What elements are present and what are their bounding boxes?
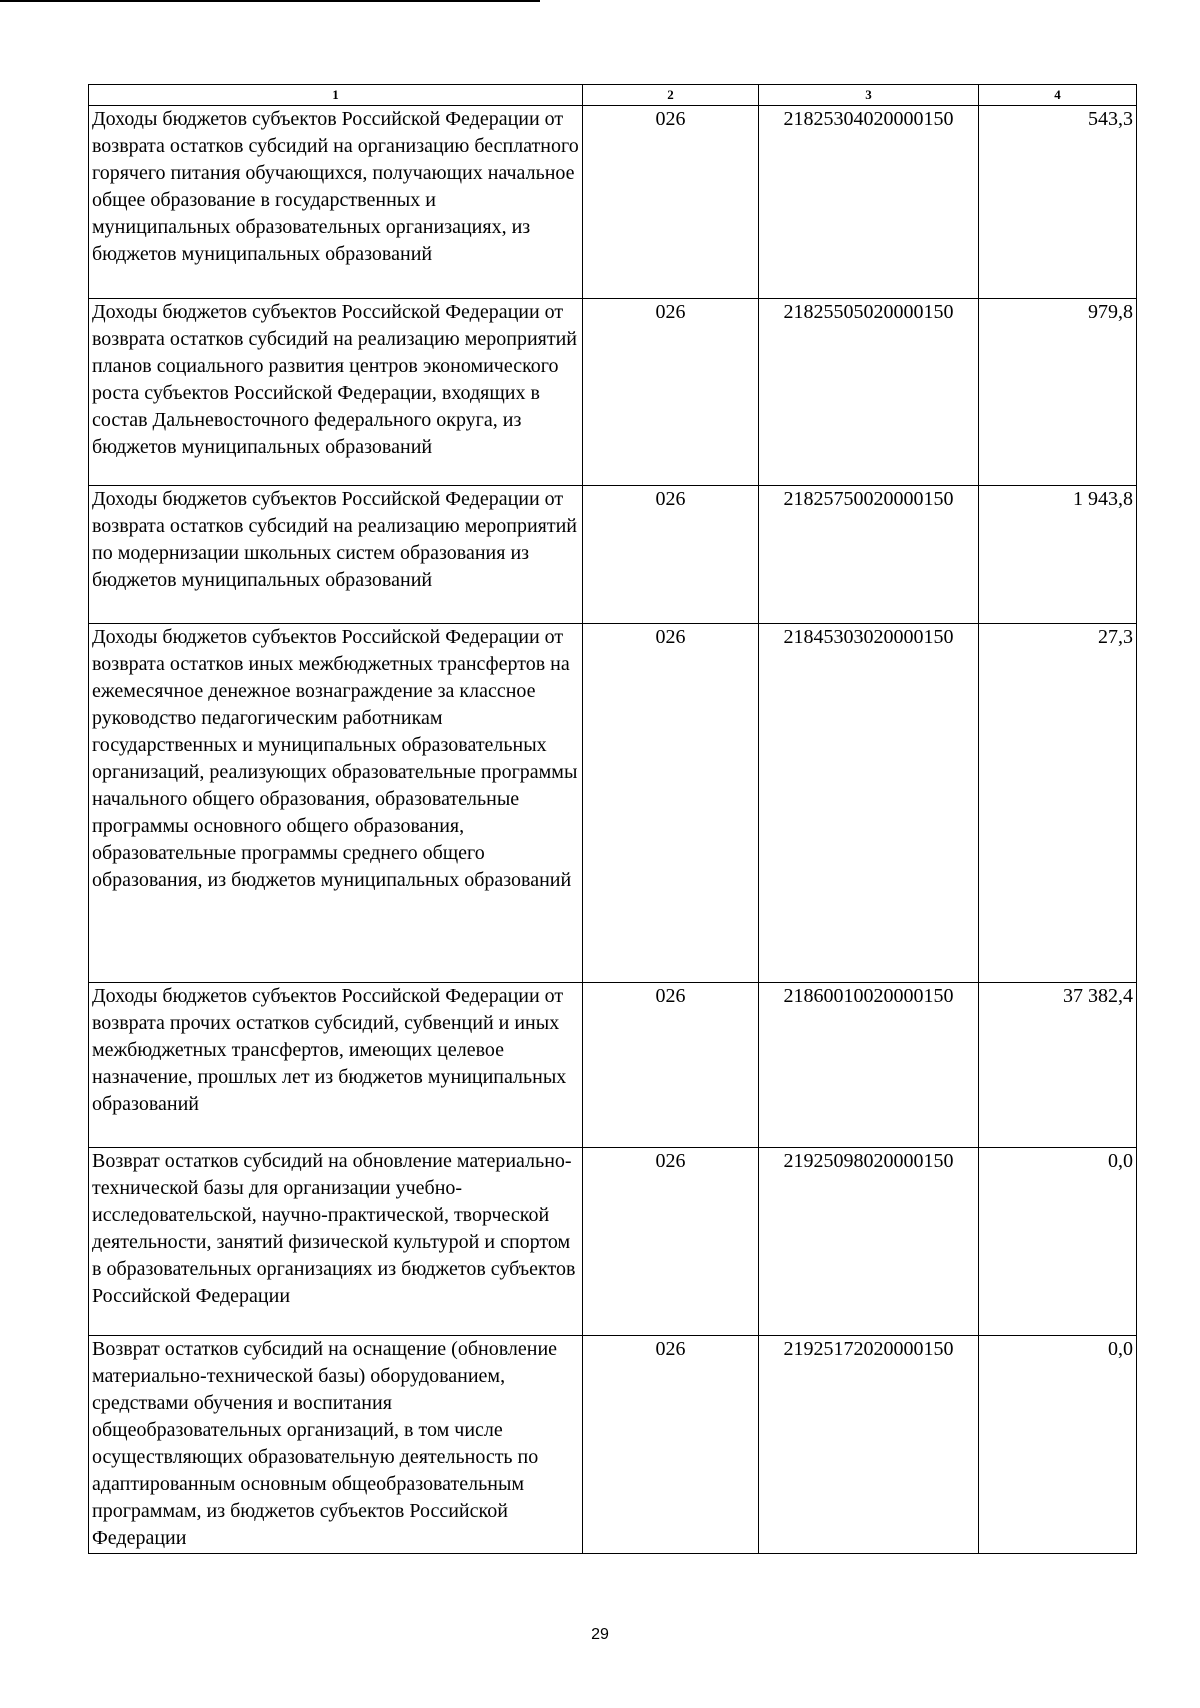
row-amount: 1 943,8 (979, 486, 1137, 624)
top-rule (0, 0, 540, 2)
table-row (89, 1148, 1137, 1336)
row-admin-code: 026 (583, 624, 759, 983)
row-admin-code: 026 (583, 1148, 759, 1336)
header-col-3: 3 (759, 85, 979, 106)
row-kbk-code: 21925172020000150 (759, 1336, 979, 1554)
row-description: Возврат остатков субсидий на оснащение (обновление материально-технической базы) оборудованием, средствами обучения и воспитания общеобразовательных организаций, в том числе осуществляющих образовательную деятельность по адаптированным основным общеобразовательным программам, из бюджетов субъектов Российской Федерации (89, 1336, 583, 1554)
row-description: Доходы бюджетов субъектов Российской Федерации от возврата остатков субсидий на реализацию мероприятий планов социального развития центров экономического роста субъектов Российской Федерации, входящих в состав Дальневосточного федерального округа, из бюджетов муниципальных образований (89, 299, 583, 486)
row-description: Доходы бюджетов субъектов Российской Федерации от возврата прочих остатков субсидий, субвенций и иных межбюджетных трансфертов, имеющих целевое назначение, прошлых лет из бюджетов муниципальных образований (89, 983, 583, 1148)
table-row (89, 106, 1137, 299)
row-description: Доходы бюджетов субъектов Российской Федерации от возврата остатков субсидий на реализацию мероприятий по модернизации школьных систем образования из бюджетов муниципальных образований (89, 486, 583, 624)
table-row (89, 624, 1137, 983)
row-kbk-code: 21860010020000150 (759, 983, 979, 1148)
row-amount: 27,3 (979, 624, 1137, 983)
row-admin-code: 026 (583, 299, 759, 486)
row-kbk-code: 21825304020000150 (759, 106, 979, 299)
row-admin-code: 026 (583, 1336, 759, 1554)
row-description: Доходы бюджетов субъектов Российской Федерации от возврата остатков субсидий на организацию бесплатного горячего питания обучающихся, получающих начальное общее образование в государственных и муниципальных образовательных организациях, из бюджетов муниципальных образований (89, 106, 583, 299)
table-row (89, 299, 1137, 486)
row-description: Доходы бюджетов субъектов Российской Федерации от возврата остатков иных межбюджетных трансфертов на ежемесячное денежное вознаграждение за классное руководство педагогическим работникам государственных и муниципальных образовательных организаций, реализующих образовательные программы начального общего образования, образовательные программы основного общего образования, образовательные программы среднего общего образования, из бюджетов муниципальных образований (89, 624, 583, 983)
row-admin-code: 026 (583, 983, 759, 1148)
row-kbk-code: 21825750020000150 (759, 486, 979, 624)
row-amount: 37 382,4 (979, 983, 1137, 1148)
row-amount: 0,0 (979, 1148, 1137, 1336)
row-description: Возврат остатков субсидий на обновление материально-технической базы для организации учебно-исследовательской, научно-практической, творческой деятельности, занятий физической культурой и спортом в образовательных организациях из бюджетов субъектов Российской Федерации (89, 1148, 583, 1336)
row-admin-code: 026 (583, 106, 759, 299)
row-admin-code: 026 (583, 486, 759, 624)
header-col-2: 2 (583, 85, 759, 106)
row-kbk-code: 21825505020000150 (759, 299, 979, 486)
page-number: 29 (591, 1626, 609, 1643)
budget-table (88, 84, 1137, 1554)
row-kbk-code: 21925098020000150 (759, 1148, 979, 1336)
table-row (89, 486, 1137, 624)
table-row (89, 1336, 1137, 1554)
header-row (89, 85, 1137, 106)
row-amount: 979,8 (979, 299, 1137, 486)
row-amount: 0,0 (979, 1336, 1137, 1554)
row-kbk-code: 21845303020000150 (759, 624, 979, 983)
header-col-4: 4 (979, 85, 1137, 106)
header-col-1: 1 (89, 85, 583, 106)
row-amount: 543,3 (979, 106, 1137, 299)
table-row (89, 983, 1137, 1148)
